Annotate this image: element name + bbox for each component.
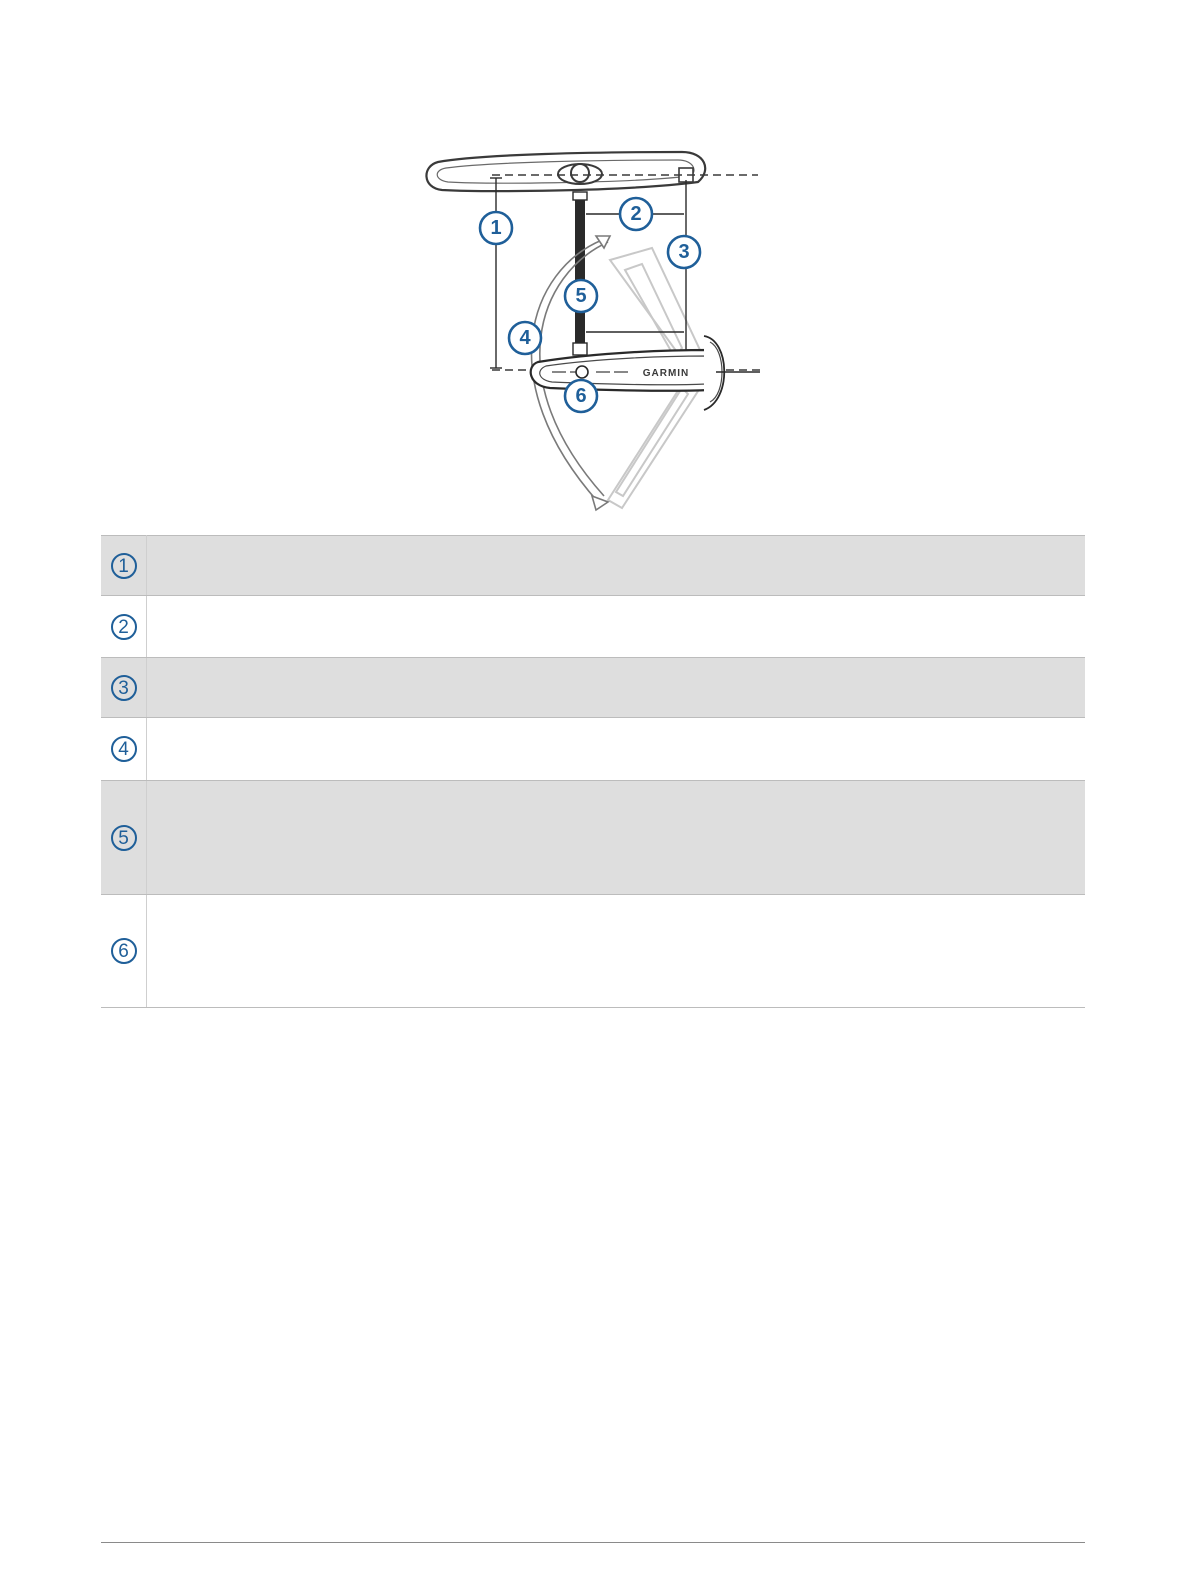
callout-badge: 6	[111, 938, 137, 964]
callout-badge: 3	[111, 675, 137, 701]
callout-4	[509, 322, 541, 354]
legend-number-cell	[101, 658, 147, 718]
svg-text:1: 1	[490, 217, 502, 239]
callout-badge: 2	[111, 614, 137, 640]
svg-text:2: 2	[630, 203, 642, 225]
legend-row-2	[101, 596, 1085, 658]
legend-description	[147, 781, 1086, 895]
legend-number-cell	[101, 718, 147, 781]
footer-rule	[101, 1542, 1085, 1543]
legend-row-5	[101, 781, 1085, 895]
legend-row-4	[101, 718, 1085, 781]
svg-text:4: 4	[519, 327, 531, 349]
legend-description	[147, 718, 1086, 781]
legend-row-1	[101, 536, 1085, 596]
callout-3	[668, 236, 700, 268]
callout-1	[480, 212, 512, 244]
installation-diagram	[420, 140, 772, 520]
svg-text:6: 6	[575, 385, 587, 407]
upper-mount	[426, 152, 705, 191]
svg-text:3: 3	[678, 241, 690, 263]
callout-5	[565, 280, 597, 312]
legend-description	[147, 658, 1086, 718]
callout-6	[565, 380, 597, 412]
legend-number-cell	[101, 781, 147, 895]
connecting-rod	[573, 192, 587, 355]
svg-text:5: 5	[575, 285, 587, 307]
legend-description	[147, 536, 1086, 596]
legend-description	[147, 895, 1086, 1008]
callout-2	[620, 198, 652, 230]
callout-badge: 1	[111, 553, 137, 579]
diagram-svg	[420, 140, 772, 520]
callout-badge: 4	[111, 736, 137, 762]
legend-number-cell	[101, 596, 147, 658]
legend-description	[147, 596, 1086, 658]
garmin-logo: GARMIN	[642, 368, 690, 379]
legend-table	[101, 535, 1085, 1008]
legend-number-cell	[101, 895, 147, 1008]
legend-row-3	[101, 658, 1085, 718]
legend-number-cell	[101, 536, 147, 596]
callout-badge: 5	[111, 825, 137, 851]
legend-row-6	[101, 895, 1085, 1008]
